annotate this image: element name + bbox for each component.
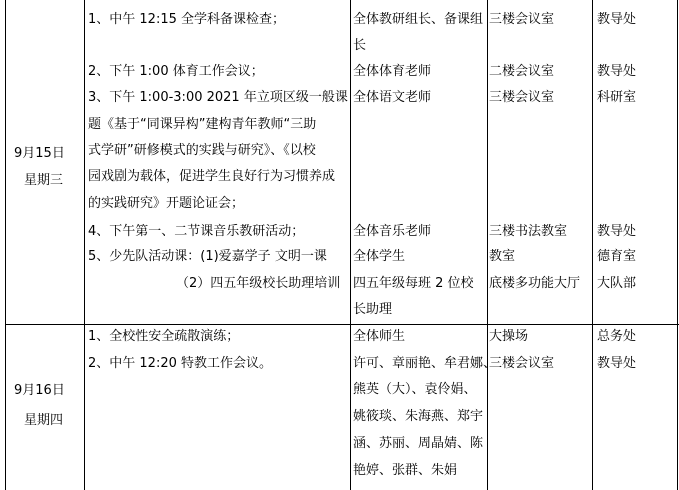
content-line: 3、下午 1:00-3:00 2021 年立项区级一般课 (88, 90, 348, 105)
participants-line: 长 (353, 38, 367, 53)
content-line: （2）四五年级校长助理培训 (176, 276, 341, 291)
content-line: 2、下午 1:00 体育工作会议； (88, 64, 264, 79)
table-border-right (677, 0, 678, 490)
participants-line: 熊英（大）、袁伶娟、 (353, 382, 477, 397)
row-date: 9月16日 (14, 383, 65, 398)
content-line: 5、少先队活动课：(1)爱嘉学子 文明一课 (88, 249, 327, 264)
participants-line: 全体音乐老师 (353, 224, 432, 239)
content-line: 园戏剧为载体，促进学生良好行为习惯养成 (88, 169, 336, 184)
department-line: 总务处 (597, 329, 637, 344)
content-line: 式学研”研修模式的实践与研究》、《以校 (88, 143, 316, 158)
participants-line: 全体语文老师 (353, 90, 432, 105)
department-line: 大队部 (597, 276, 637, 291)
row-weekday: 星期三 (24, 173, 64, 188)
content-line: 2、中午 12:20 特教工作会议。 (88, 356, 272, 371)
department-line: 教导处 (597, 12, 637, 27)
row-divider (5, 324, 679, 325)
content-line: 1、全校性安全疏散演练； (88, 329, 240, 344)
location-line: 三楼会议室 (489, 356, 555, 371)
column-divider-participants (487, 0, 488, 490)
participants-line: 全体学生 (353, 249, 406, 264)
department-line: 德育室 (597, 249, 637, 264)
row-weekday: 星期四 (24, 413, 64, 428)
location-line: 二楼会议室 (489, 64, 555, 79)
location-line: 三楼书法教室 (489, 224, 568, 239)
content-line: 4、下午第一、二节课音乐教研活动； (88, 224, 305, 239)
location-line: 三楼会议室 (489, 12, 555, 27)
table-border-left (5, 0, 6, 490)
participants-line: 全体教研组长、备课组 (353, 12, 484, 27)
column-divider-date (84, 0, 85, 490)
participants-line: 全体体育老师 (353, 64, 432, 79)
department-line: 教导处 (597, 356, 637, 371)
participants-line: 全体师生 (353, 329, 406, 344)
participants-line: 四五年级每班 2 位校 (353, 276, 474, 291)
department-line: 教导处 (597, 224, 637, 239)
location-line: 底楼多功能大厅 (489, 276, 581, 291)
participants-line: 许可、章丽艳、牟君娜、 (353, 356, 497, 371)
participants-line: 涵、苏丽、周晶婧、陈 (353, 436, 484, 451)
participants-line: 艳婷、张群、朱娟 (353, 463, 458, 478)
content-line: 题《基于“同课异构”建构青年教师“三助 (88, 117, 317, 132)
column-divider-content (350, 0, 351, 490)
location-line: 大操场 (489, 329, 529, 344)
department-line: 教导处 (597, 64, 637, 79)
content-line: 的实践研究》开题论证会； (88, 196, 245, 211)
participants-line: 姚筱琰、朱海燕、郑宇 (353, 409, 484, 424)
participants-line: 长助理 (353, 302, 393, 317)
location-line: 三楼会议室 (489, 90, 555, 105)
column-divider-location (592, 0, 593, 490)
content-line: 1、中午 12:15 全学科备课检查； (88, 12, 285, 27)
location-line: 教室 (489, 249, 516, 264)
department-line: 科研室 (597, 90, 637, 105)
row-date: 9月15日 (14, 146, 65, 161)
